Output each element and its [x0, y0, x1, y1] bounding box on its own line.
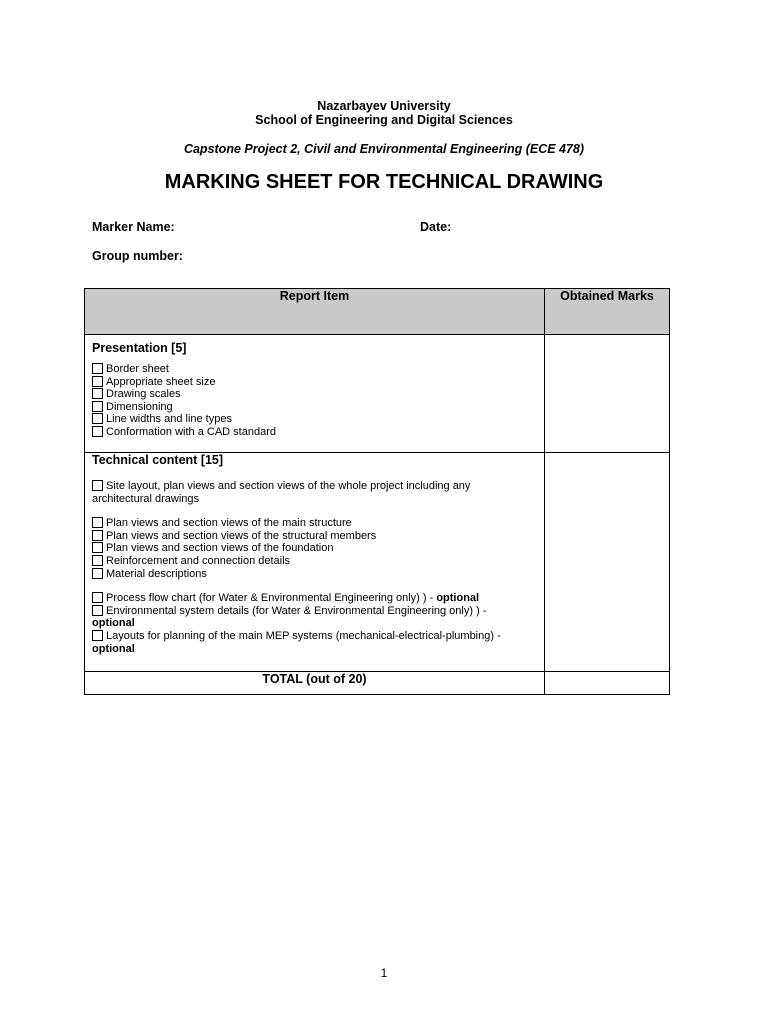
checkbox[interactable] [92, 630, 103, 641]
checkbox[interactable] [92, 426, 103, 437]
total-label: TOTAL (out of 20) [85, 672, 545, 695]
total-marks-cell[interactable] [545, 672, 670, 695]
list-item-label: Appropriate sheet size [106, 375, 216, 388]
list-item-label: Reinforcement and connection details [106, 554, 291, 567]
list-item [92, 542, 538, 555]
list-item-continuation: architectural drawings [92, 492, 199, 505]
list-item [92, 555, 538, 568]
obtained-marks-header: Obtained Marks [545, 289, 670, 335]
course-title: Capstone Project 2, Civil and Environmental Engineering (ECE 478) [183, 142, 585, 156]
checkbox[interactable] [92, 480, 103, 491]
list-item-label: Line widths and line types [106, 413, 232, 426]
list-item-label: Environmental system details (for Water & Environmental Engineering only) ) - [106, 604, 487, 617]
date-label: Date: [420, 220, 452, 234]
presentation-list [85, 363, 544, 439]
checkbox[interactable] [92, 568, 103, 579]
checkbox[interactable] [92, 592, 103, 603]
list-item [92, 592, 538, 605]
list-item [92, 401, 538, 414]
checkbox[interactable] [92, 413, 103, 424]
presentation-marks-cell[interactable] [545, 335, 670, 453]
checkbox[interactable] [92, 388, 103, 399]
list-item [92, 426, 538, 439]
list-item-label: Plan views and section views of the structural members [106, 529, 377, 542]
technical-cell [85, 453, 545, 672]
presentation-row [85, 335, 670, 453]
list-item [92, 605, 538, 618]
list-item-label: Process flow chart (for Water & Environmental Engineering only) ) - [106, 592, 437, 605]
list-item-label: Drawing scales [106, 388, 181, 401]
document-title: MARKING SHEET FOR TECHNICAL DRAWING [164, 171, 604, 193]
checkbox[interactable] [92, 605, 103, 616]
list-item [92, 517, 538, 530]
list-item [92, 376, 538, 389]
list-item-label: Dimensioning [106, 400, 173, 413]
checkbox[interactable] [92, 517, 103, 528]
list-item [92, 568, 538, 581]
optional-tag: optional [92, 617, 135, 630]
presentation-title: Presentation [5] [92, 341, 187, 355]
technical-title: Technical content [15] [92, 453, 224, 467]
checkbox[interactable] [92, 555, 103, 566]
list-item [92, 480, 538, 493]
technical-marks-cell[interactable] [545, 453, 670, 672]
university-name: Nazarbayev University [317, 99, 451, 113]
list-item [92, 413, 538, 426]
list-item-label: Site layout, plan views and section views of the whole project including any [106, 480, 471, 492]
marker-name-label: Marker Name: [92, 220, 175, 234]
total-row [85, 672, 670, 695]
school-name: School of Engineering and Digital Sciences [255, 113, 513, 127]
list-item-label: Plan views and section views of the foundation [106, 542, 334, 555]
optional-tag: optional [92, 642, 135, 655]
group-number-label: Group number: [92, 249, 183, 263]
list-item [92, 363, 538, 376]
checkbox[interactable] [92, 376, 103, 387]
presentation-cell [85, 335, 545, 453]
list-item [92, 530, 538, 543]
technical-list [85, 480, 544, 655]
list-item [92, 630, 538, 643]
list-item-label: Material descriptions [106, 567, 207, 580]
checkbox[interactable] [92, 401, 103, 412]
marking-table [84, 288, 670, 695]
list-item-label: Layouts for planning of the main MEP systems (mechanical-electrical-plumbing) - [106, 629, 501, 642]
list-item [92, 388, 538, 401]
page-number: 1 [380, 966, 388, 980]
list-item-label: Plan views and section views of the main structure [106, 517, 352, 530]
list-item-label: Conformation with a CAD standard [106, 425, 276, 438]
technical-row [85, 453, 670, 672]
checkbox[interactable] [92, 363, 103, 374]
table-header-row [85, 289, 670, 335]
report-item-header: Report Item [85, 289, 545, 335]
checkbox[interactable] [92, 530, 103, 541]
optional-tag: optional [436, 592, 480, 605]
list-item-label: Border sheet [106, 363, 169, 375]
checkbox[interactable] [92, 542, 103, 553]
